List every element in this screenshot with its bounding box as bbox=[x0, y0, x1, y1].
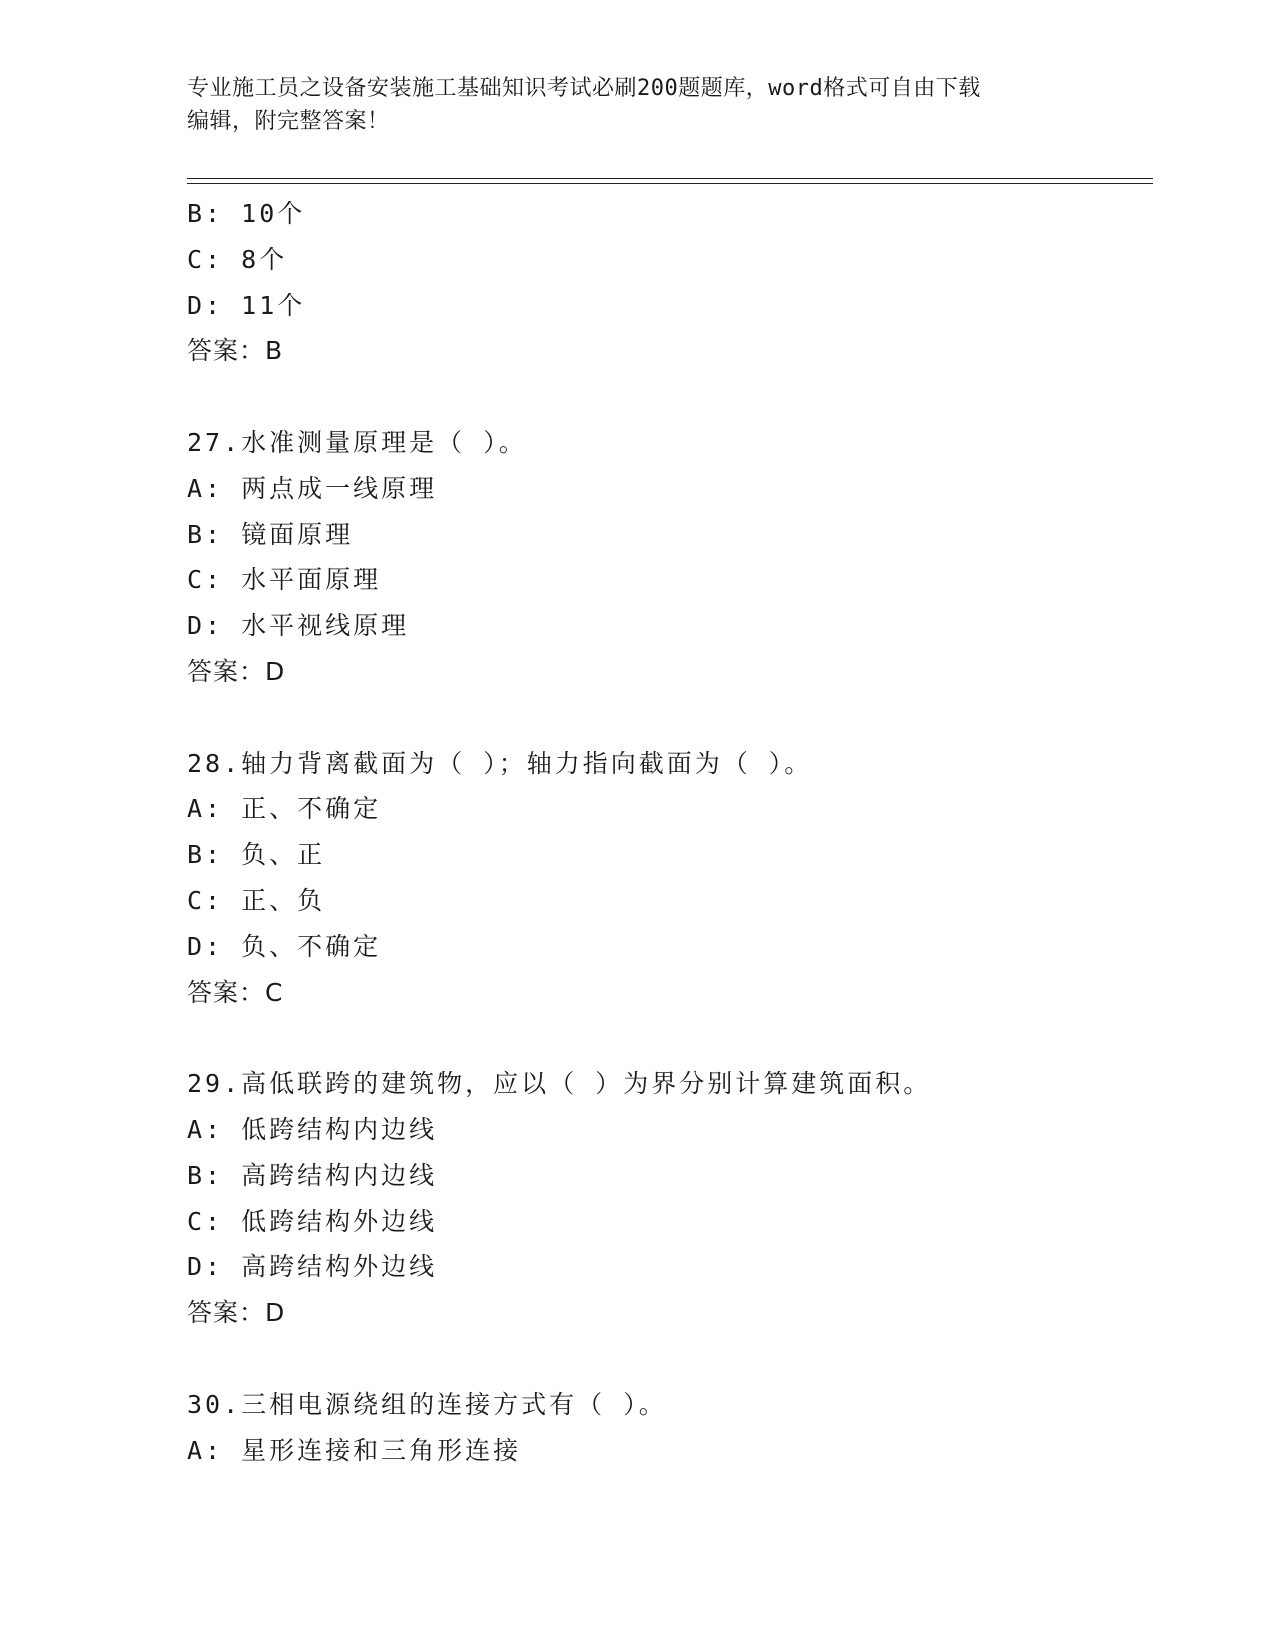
answer-line: 答案：D bbox=[187, 656, 286, 686]
option-line: A: 星形连接和三角形连接 bbox=[187, 1435, 522, 1465]
header-title-line-2: 编辑，附完整答案！ bbox=[187, 109, 390, 134]
question-block-30 bbox=[187, 1382, 1153, 1474]
question-block-26-continued bbox=[187, 191, 1153, 374]
header-divider-top bbox=[187, 178, 1153, 179]
document-header bbox=[187, 72, 1067, 138]
question-block-27 bbox=[187, 420, 1153, 695]
answer-line: 答案：D bbox=[187, 1298, 286, 1328]
header-title-line-1: 专业施工员之设备安装施工基础知识考试必刷200题题库，word格式可自由下载 bbox=[187, 76, 981, 101]
question-block-29 bbox=[187, 1061, 1153, 1336]
spacer bbox=[187, 695, 1153, 741]
spacer bbox=[187, 1336, 1153, 1382]
option-line: B: 高跨结构内边线 bbox=[187, 1160, 438, 1190]
answer-line: 答案：C bbox=[187, 977, 284, 1007]
option-line: A: 低跨结构内边线 bbox=[187, 1114, 438, 1144]
question-stem: 28.轴力背离截面为（ ）；轴力指向截面为（ ）。 bbox=[187, 748, 813, 778]
answer-line: 答案：B bbox=[187, 336, 284, 366]
option-line: A: 两点成一线原理 bbox=[187, 473, 438, 503]
option-line: A: 正、不确定 bbox=[187, 794, 382, 824]
option-line: B: 10个 bbox=[187, 199, 306, 228]
option-line: D: 11个 bbox=[187, 290, 306, 320]
question-stem: 30.三相电源绕组的连接方式有（ ）。 bbox=[187, 1389, 667, 1419]
question-list bbox=[187, 191, 1153, 1473]
question-block-28 bbox=[187, 741, 1153, 1016]
option-line: D: 水平视线原理 bbox=[187, 611, 410, 641]
spacer bbox=[187, 1015, 1153, 1061]
option-line: D: 负、不确定 bbox=[187, 931, 382, 961]
option-line: C: 正、负 bbox=[187, 885, 326, 915]
option-line: B: 镜面原理 bbox=[187, 519, 354, 549]
option-line: B: 负、正 bbox=[187, 840, 326, 870]
option-line: C: 8个 bbox=[187, 244, 288, 274]
option-line: C: 水平面原理 bbox=[187, 565, 382, 595]
header-divider-bottom bbox=[187, 183, 1153, 184]
spacer bbox=[187, 374, 1153, 420]
option-line: C: 低跨结构外边线 bbox=[187, 1206, 438, 1236]
option-line: D: 高跨结构外边线 bbox=[187, 1252, 438, 1282]
question-stem: 27.水准测量原理是（ ）。 bbox=[187, 427, 527, 457]
question-stem: 29.高低联跨的建筑物，应以（ ）为界分别计算建筑面积。 bbox=[187, 1069, 932, 1099]
